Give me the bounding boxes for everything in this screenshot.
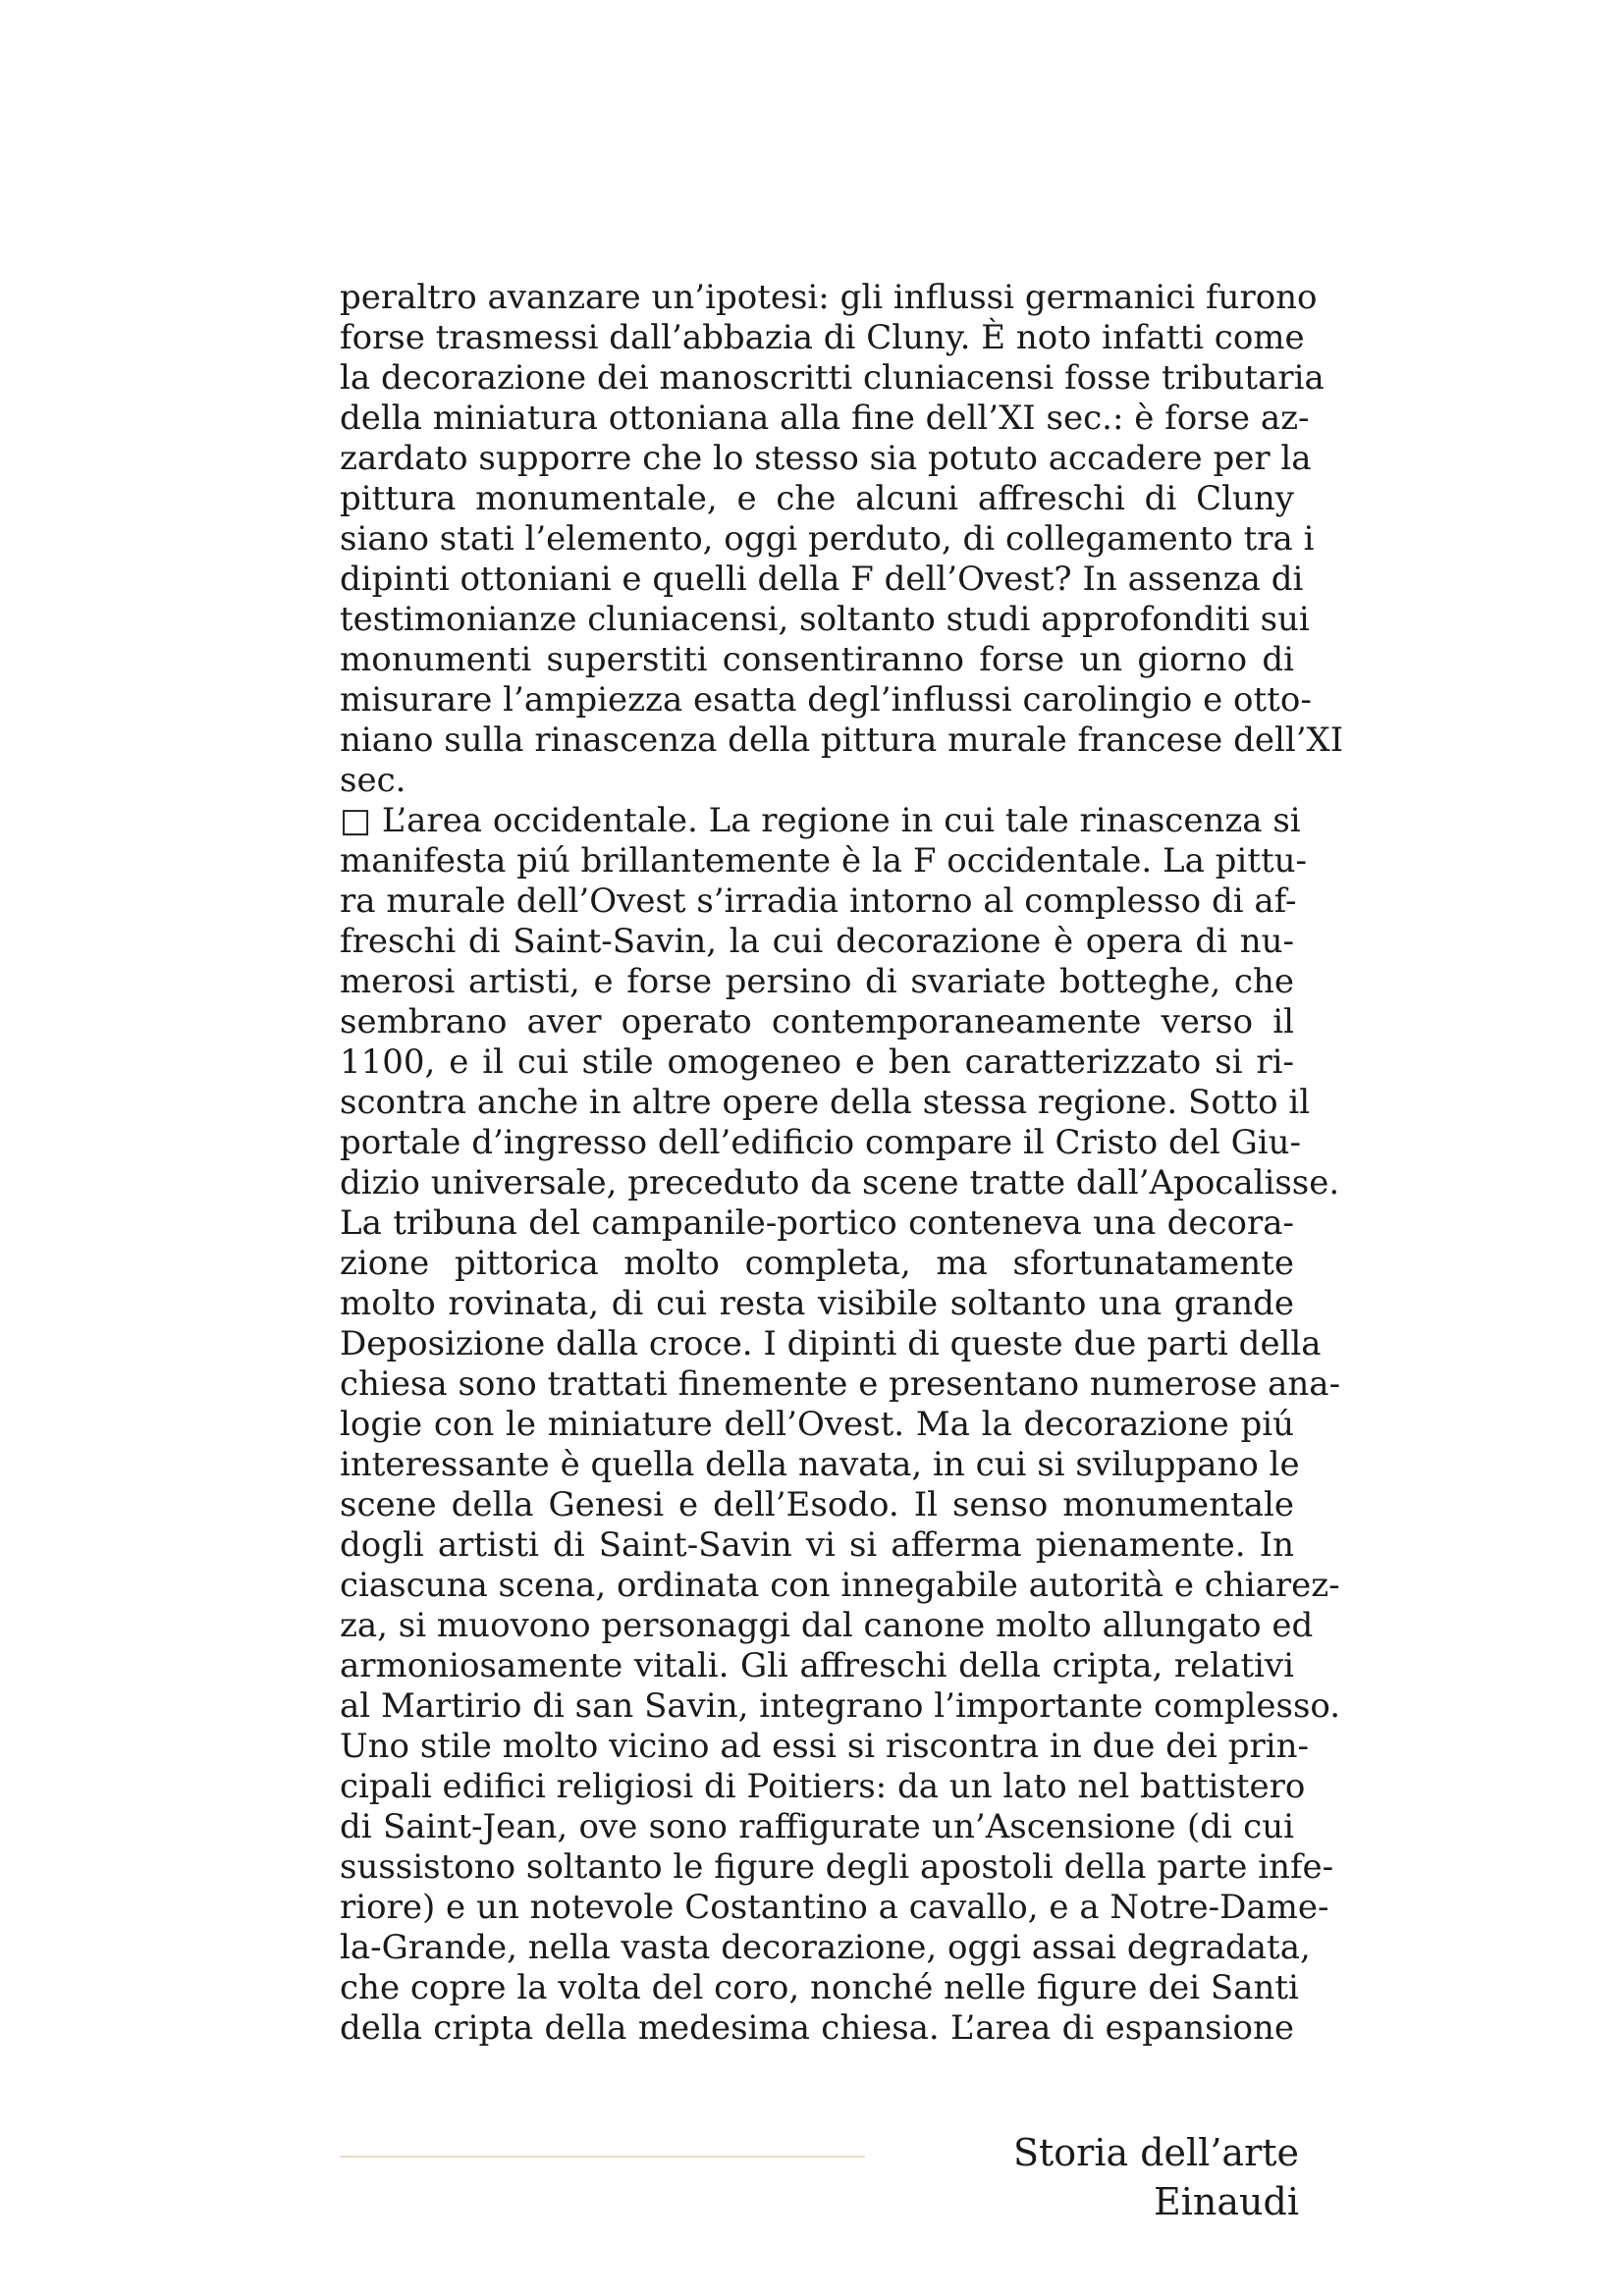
text-line: zione pittorica molto completa, ma sfortunatamente	[340, 1244, 1294, 1283]
text-line: scontra anche in altre opere della stessa regione. Sotto il	[340, 1083, 1311, 1122]
body-text	[340, 278, 1344, 2049]
text-line: al Martirio di san Savin, integrano l’importante complesso.	[340, 1686, 1341, 1726]
text-line: monumenti superstiti consentiranno forse un giorno di	[340, 640, 1294, 679]
text-line: portale d’ingresso dell’edificio compare il Cristo del Giu-	[340, 1123, 1301, 1162]
text-line: sussistono soltanto le figure degli apostoli della parte infe-	[340, 1847, 1334, 1887]
footer-divider	[340, 2156, 865, 2158]
text-line: zardato supporre che lo stesso sia potuto accadere per la	[340, 439, 1312, 478]
text-line: ra murale dell’Ovest s’irradia intorno al complesso di af-	[340, 881, 1297, 921]
text-line: dipinti ottoniani e quelli della F dell’Ovest? In assenza di	[340, 560, 1304, 599]
text-line: Uno stile molto vicino ad essi si riscontra in due dei prin-	[340, 1727, 1309, 1766]
text-line: za, si muovono personaggi dal canone molto allungato ed	[340, 1606, 1314, 1645]
text-line: 1100, e il cui stile omogeneo e ben caratterizzato si ri-	[340, 1042, 1294, 1082]
text-line: la decorazione dei manoscritti cluniacensi fosse tributaria	[340, 358, 1325, 398]
text-line: niano sulla rinascenza della pittura murale francese dell’XI	[340, 721, 1344, 760]
text-line: chiesa sono trattati finemente e presentano numerose ana-	[340, 1364, 1341, 1404]
text-line: armoniosamente vitali. Gli affreschi della cripta, relativi	[340, 1646, 1294, 1685]
text-line: La tribuna del campanile-portico conteneva una decora-	[340, 1203, 1294, 1243]
text-line: testimonianze cluniacensi, soltanto studi approfonditi sui	[340, 600, 1310, 639]
text-line: dogli artisti di Saint-Savin vi si afferma pienamente. In	[340, 1525, 1294, 1565]
text-line: forse trasmessi dall’abbazia di Cluny. È noto infatti come	[340, 318, 1305, 357]
text-line: misurare l’ampiezza esatta degl’influssi carolingio e otto-	[340, 680, 1312, 720]
text-line: freschi di Saint-Savin, la cui decorazione è opera di nu-	[340, 922, 1294, 961]
text-line: Deposizione dalla croce. I dipinti di queste due parti della	[340, 1324, 1322, 1363]
text-line: ciascuna scena, ordinata con innegabile autorità e chiarez-	[340, 1566, 1340, 1605]
text-line: siano stati l’elemento, oggi perduto, di collegamento tra i	[340, 519, 1315, 559]
text-line: cipali edifici religiosi di Poitiers: da un lato nel battistero	[340, 1767, 1306, 1806]
text-line: scene della Genesi e dell’Esodo. Il senso monumentale	[340, 1485, 1294, 1524]
text-line: la-Grande, nella vasta decorazione, oggi assai degradata,	[340, 1928, 1311, 1967]
text-line: della miniatura ottoniana alla fine dell’XI sec.: è forse az-	[340, 399, 1310, 438]
text-line: pittura monumentale, e che alcuni affreschi di Cluny	[340, 479, 1294, 518]
text-line: dizio universale, preceduto da scene tratte dall’Apocalisse.	[340, 1163, 1340, 1202]
text-line: merosi artisti, e forse persino di svariate botteghe, che	[340, 962, 1294, 1001]
text-line: peraltro avanzare un’ipotesi: gli influssi germanici furono	[340, 278, 1318, 317]
text-line: sembrano aver operato contemporaneamente verso il	[340, 1002, 1294, 1041]
text-line: logie con le miniature dell’Ovest. Ma la decorazione piú	[340, 1405, 1294, 1444]
text-line: □ L’area occidentale. La regione in cui tale rinascenza si	[340, 801, 1301, 840]
text-line: interessante è quella della navata, in cui si sviluppano le	[340, 1445, 1300, 1484]
text-line: manifesta piú brillantemente è la F occidentale. La pittu-	[340, 841, 1308, 881]
footer-title: Storia dell’arte Einaudi	[1012, 2131, 1299, 2223]
text-line: sec.	[340, 761, 406, 800]
text-line: di Saint-Jean, ove sono raffigurate un’Ascensione (di cui	[340, 1807, 1294, 1846]
text-line: che copre la volta del coro, nonché nelle figure dei Santi	[340, 1968, 1299, 2007]
text-line: molto rovinata, di cui resta visibile soltanto una grande	[340, 1284, 1294, 1323]
text-line: della cripta della medesima chiesa. L’area di espansione	[340, 2008, 1294, 2048]
text-line: riore) e un notevole Costantino a cavallo, e a Notre-Dame-	[340, 1888, 1329, 1927]
